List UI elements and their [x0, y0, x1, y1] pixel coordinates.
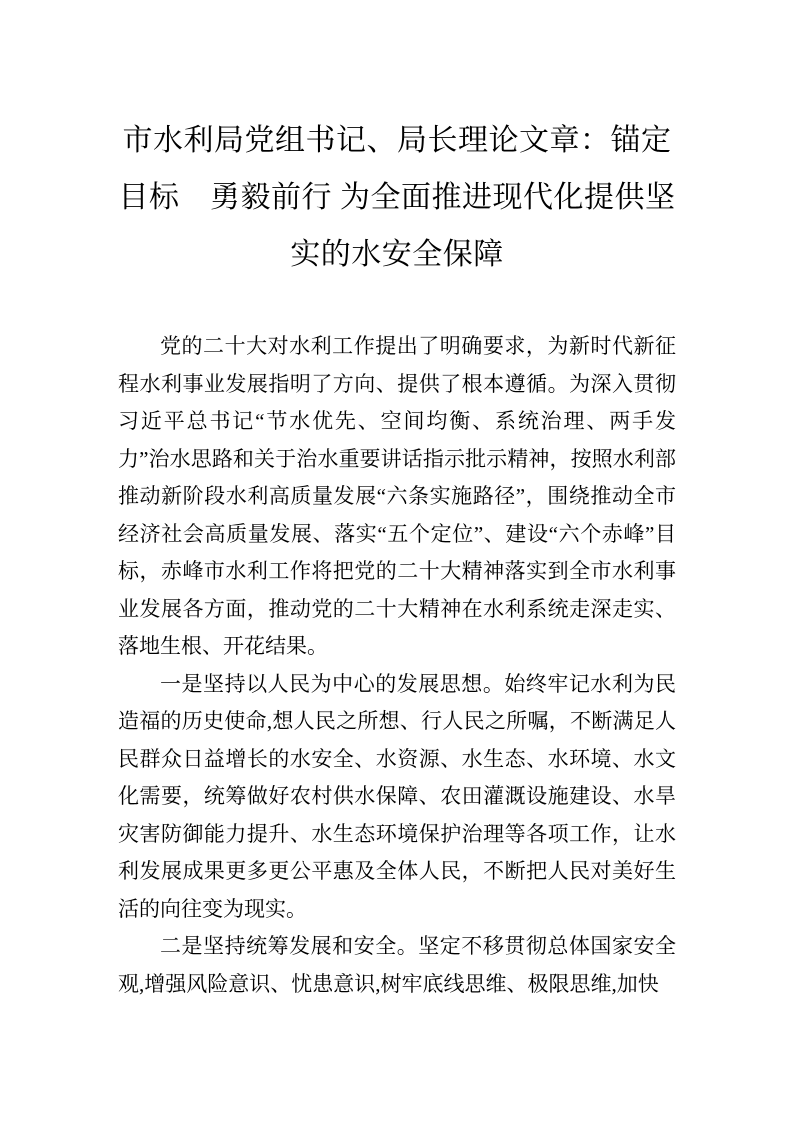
paragraph-point-one: 一是坚持以人民为中心的发展思想。始终牢记水利为民造福的历史使命,想人民之所想、行人民之所嘱，不断满足人民群众日益增长的水安全、水资源、水生态、水环境、水文 化需要，统筹做好农村供水保障、农田灌溉设施建设、水旱灾害防御能力提升、水生态环境保护治理等各项工作，让水利发展成果更多更公平惠及全体人民，不断把人民对美好生活的向往变为现实。	[118, 671, 676, 921]
document-title: 市水利局党组书记、局长理论文章：锚定目标 勇毅前行 为全面推进现代化提供坚实的水安全保障	[118, 124, 676, 271]
paragraph-point-two: 二是坚持统筹发展和安全。坚定不移贯彻总体国家安全观,增强风险意识、忧患意识,树牢底线思维、极限思维,加快	[118, 934, 676, 996]
document-body	[118, 328, 676, 1003]
paragraph-intro: 党的二十大对水利工作提出了明确要求，为新时代新征程水利事业发展指明了方向、提供了根本遵循。为深入贯彻习近平总书记“节水优先、空间均衡、系统治理、两手发力”治水思路和关于治水重要讲话指示批示精神，按照水利部推动新阶段水利高质量发展“六条实施路径”，围绕推动全市经济社会高质量发展、落实“五个定位”、建设“六个赤峰”目标，赤峰市水利工作将把党的二十大精神落实到全市水利事业发展各方面，推动党的二十大精神在水利系统走深走实、 落地生根、开花结果。	[118, 334, 676, 658]
